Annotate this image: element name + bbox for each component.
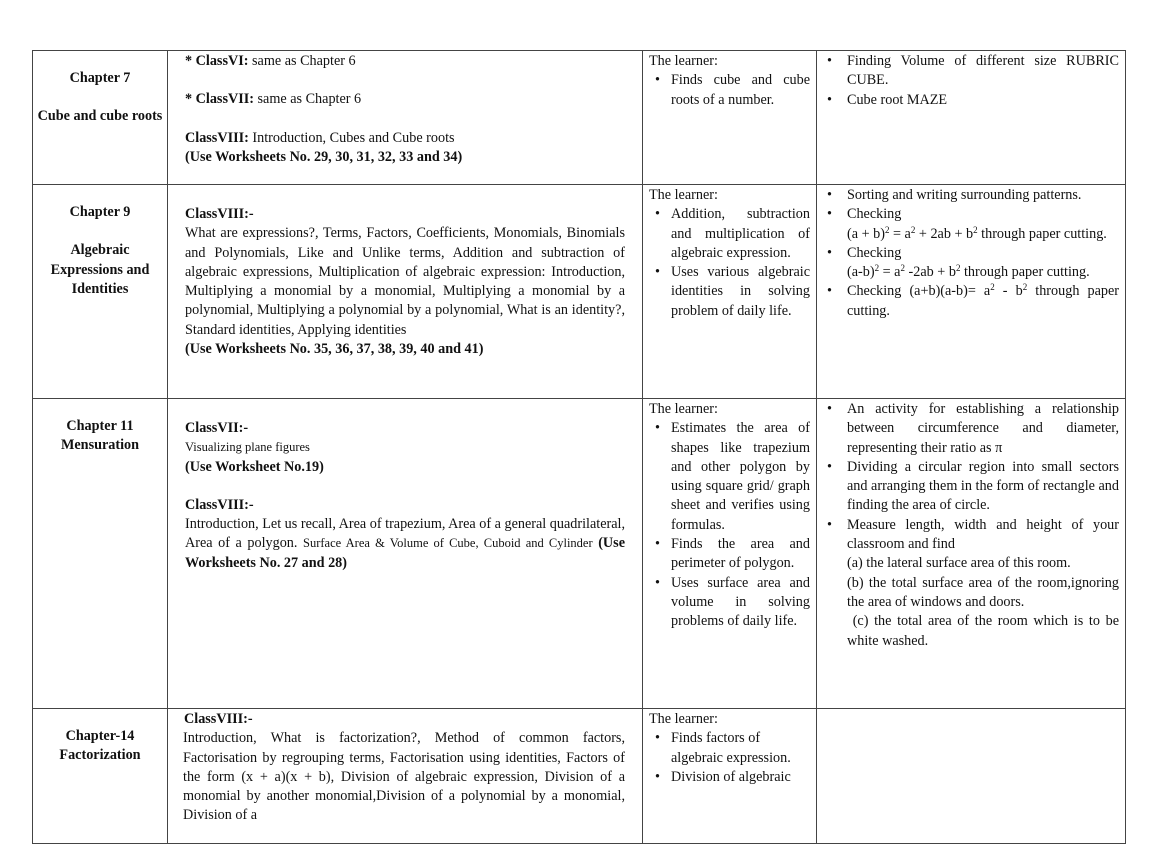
activities-cell: [817, 51, 1126, 185]
topics-cell: [168, 399, 643, 709]
list-item: • Estimates the area of shapes like trapezium and other polygon by using square grid/ graph sheet and verifies using formulas.: [655, 420, 810, 533]
bullet-icon: •: [827, 516, 832, 533]
list-item: • Checking $(a + b)^2 = a^2 + 2ab + b^2$ through paper cutting.: [827, 206, 1107, 242]
bullet-icon: •: [827, 91, 832, 108]
list-item: • Measure length, width and height of your classroom and find: [827, 516, 1119, 553]
activities-cell: [817, 185, 1126, 399]
chapter-number: Chapter 9: [69, 204, 131, 220]
class-label: ClassVIII:-: [184, 711, 253, 727]
topic-text: Introduction, What is factorization?, Method of common factors, Factorisation by regrouping terms, Factorisation using identities, Factors of the form (x + a)(x + b), Division of algebraic expression, Division of a monomial by another monomial,Division of a polynomial by a monomial, Division of a: [183, 730, 625, 824]
list-item: • Division of algebraic: [649, 768, 810, 787]
bullet-icon: •: [827, 53, 832, 69]
table-row: [33, 399, 1126, 709]
bullet-icon: •: [827, 206, 832, 223]
class-label: ClassVIII:-: [185, 206, 254, 222]
activity-subitem: (b) the total surface area of the room,ignoring the area of windows and doors.: [847, 574, 1119, 610]
class-label: * ClassVI:: [185, 53, 249, 69]
bullet-icon: •: [827, 244, 832, 261]
topic-text: Visualizing plane figures: [185, 440, 310, 455]
chapter-title: Cube and cube roots: [37, 108, 163, 125]
worksheets-note: (Use Worksheets No. 27 and 28): [185, 535, 625, 571]
list-item: • Finds cube and cube roots of a number.: [655, 72, 810, 108]
list-item: • An activity for establishing a relationship between circumference and diameter, representing their ratio as π: [827, 401, 1119, 456]
chapter-number: Chapter 11: [66, 418, 134, 434]
learner-heading: The learner:: [649, 711, 718, 727]
topic-text: What are expressions?, Terms, Factors, Coefficients, Monomials, Binomials and Polynomials, Like and Unlike terms, Addition and subtraction of algebraic expressions, Multiplication of algebraic expression: Introduction, Multiplying a monomial by a monomial, Multiplying a monomial by a polynomial, Multiplying a polynomial by a polynomial, What is an identity?, Standard identities, Applying identities: [185, 225, 625, 338]
chapter-title: Algebraic Expressions and Identities: [50, 242, 150, 297]
bullet-icon: •: [655, 206, 660, 223]
activity-subitem: (a) the lateral surface area of this room.: [847, 555, 1071, 572]
bullet-icon: •: [827, 283, 832, 300]
outcomes-cell: [643, 185, 817, 399]
chapter-cell: [33, 709, 168, 844]
list-item: • Uses surface area and volume in solving problems of daily life.: [655, 574, 810, 630]
list-item: • Checking $(a+b)(a-b)= a^2 - b^2$ through paper cutting.: [827, 282, 1119, 319]
topic-text: same as Chapter 6: [248, 53, 356, 69]
topic-text: Introduction, Let us recall, Area of trapezium, Area of a general quadrilateral, Area of a polygon.: [185, 516, 626, 552]
outcomes-cell: [643, 709, 817, 844]
list-item: • Addition, subtraction and multiplication of algebraic expression.: [655, 206, 810, 261]
bullet-icon: •: [655, 420, 660, 437]
chapter-cell: [33, 399, 168, 709]
bullet-icon: •: [655, 536, 660, 553]
bullet-icon: •: [655, 768, 660, 785]
table-row: [33, 51, 1126, 185]
class-label: ClassVIII:: [185, 129, 249, 146]
list-item: • Finding Volume of different size RUBRIC CUBE.: [827, 53, 1119, 89]
bullet-icon: •: [827, 401, 832, 417]
table-row: [33, 709, 1126, 844]
activities-cell: [817, 709, 1126, 844]
table-row: [33, 185, 1126, 399]
class-label: ClassVII:-: [185, 420, 249, 436]
chapter-cell: [33, 185, 168, 399]
bullet-icon: •: [655, 72, 660, 89]
worksheets-note: (Use Worksheet No.19): [185, 458, 324, 475]
learner-heading: The learner:: [649, 401, 718, 417]
topic-text: Introduction, Cubes and Cube roots: [248, 129, 455, 146]
outcomes-cell: [643, 399, 817, 709]
chapter-number: Chapter 7: [69, 70, 131, 86]
list-item: • Sorting and writing surrounding patterns.: [825, 186, 1119, 205]
activities-cell: [817, 399, 1126, 709]
class-label: * ClassVII:: [185, 91, 254, 108]
chapter-cell: [33, 51, 168, 185]
outcomes-cell: [643, 51, 817, 185]
list-item: • Dividing a circular region into small sectors and arranging them in the form of rectangle and finding the area of circle.: [827, 458, 1119, 514]
bullet-icon: •: [655, 264, 660, 281]
activity-subitem: (c) the total area of the room which is to be white washed.: [847, 613, 1123, 649]
learner-heading: The learner:: [649, 53, 718, 69]
bullet-icon: •: [655, 730, 660, 747]
list-item: • Uses various algebraic identities in solving problem of daily life.: [655, 264, 810, 319]
class-label: ClassVIII:-: [185, 496, 254, 513]
list-item: • Checking $(a-b)^2 = a^2$ $-2ab + b^2$ through paper cutting.: [827, 244, 1090, 281]
list-item: • Cube root MAZE: [825, 91, 1119, 110]
bullet-icon: •: [827, 458, 832, 475]
topics-cell: [168, 51, 643, 185]
topic-text: same as Chapter 6: [253, 91, 362, 108]
curriculum-table-page: [32, 50, 1125, 844]
chapter-title: Factorization: [59, 747, 141, 764]
worksheets-note: (Use Worksheets No. 29, 30, 31, 32, 33 and 34): [185, 148, 463, 165]
bullet-icon: •: [655, 574, 660, 591]
curriculum-table: [32, 50, 1126, 844]
list-item: • Finds factors of algebraic expression.: [655, 730, 791, 766]
chapter-title: Mensuration: [60, 437, 140, 454]
chapter-number: Chapter-14: [65, 728, 135, 744]
topic-text: Surface Area & Volume of Cube, Cuboid and Cylinder: [303, 536, 593, 551]
worksheets-note: (Use Worksheets No. 35, 36, 37, 38, 39, 40 and 41): [185, 341, 484, 358]
bullet-icon: •: [827, 187, 832, 203]
list-item: • Finds the area and perimeter of polygon.: [655, 536, 810, 572]
topics-cell: [168, 185, 643, 399]
learner-heading: The learner:: [649, 187, 718, 203]
topics-cell: [168, 709, 643, 844]
